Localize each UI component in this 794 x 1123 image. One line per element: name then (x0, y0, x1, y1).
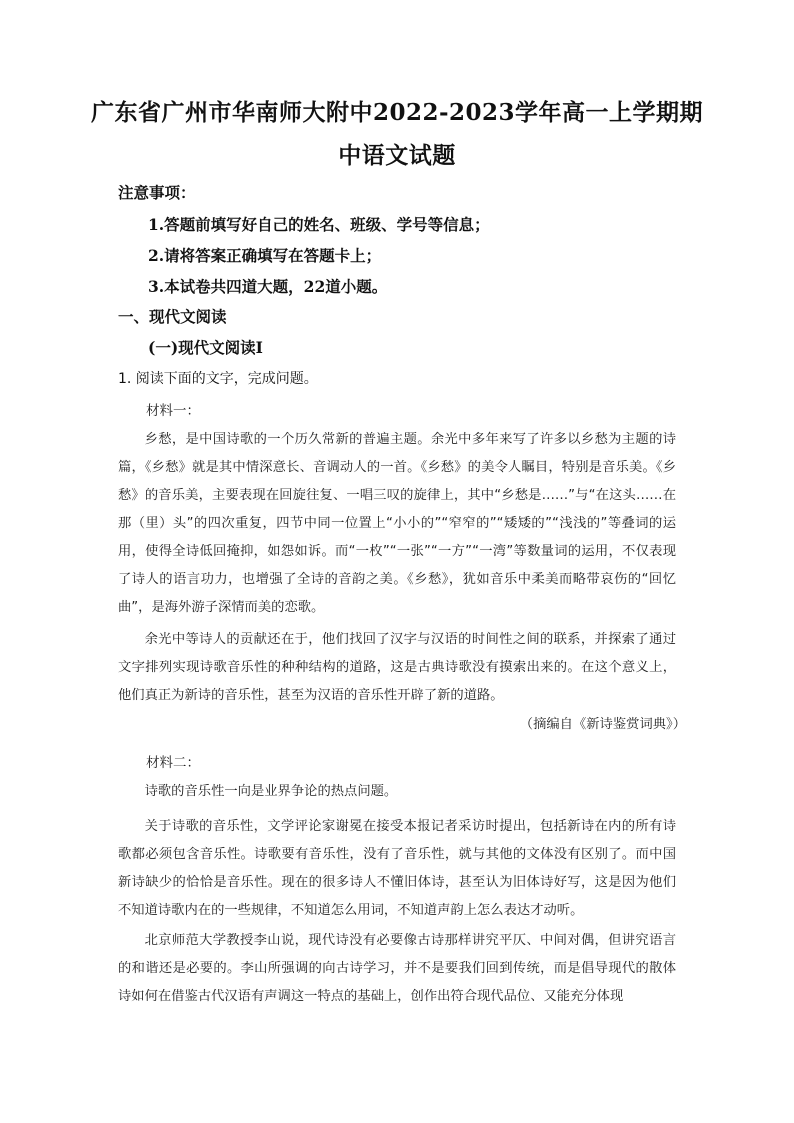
material-2-paragraph-2: 关于诗歌的音乐性，文学评论家谢冕在接受本报记者采访时提出，包括新诗在内的所有诗歌都必须包含音乐性。诗歌要有音乐性，没有了音乐性，就与其他的文体没有区别了。而中国新诗缺少的恰恰是音乐性。现在的很多诗人不懂旧体诗，甚至认为旧体诗好写，这是因为他们不知道诗歌内在的一些规律，不知道怎么用词，不知道声韵上怎么表达才动听。 (118, 819, 676, 918)
exam-title-line2: 中语文试题 (338, 142, 456, 169)
material-2-label: 材料二： (146, 755, 200, 771)
question-1-prompt: 1. 阅读下面的文字，完成问题。 (118, 371, 318, 387)
material-1-source: （摘编自《新诗鉴赏词典》） (519, 717, 686, 732)
section-heading: 一、现代文阅读 (118, 307, 227, 326)
notice-item-2: 2.请将答案正确填写在答题卡上； (148, 246, 382, 265)
material-2-paragraph-3: 北京师范大学教授李山说，现代诗没有必要像古诗那样讲究平仄、中间对偶，但讲究语言的和谐还是必要的。李山所强调的向古诗学习，并不是要我们回到传统，而是倡导现代的散体诗如何在借鉴古代汉语有声调这一特点的基础上，创作出符合现代品位、又能充分体现 (118, 933, 676, 1004)
material-1-label: 材料一： (146, 403, 200, 419)
exam-title-line1: 广东省广州市华南师大附中2022-2023学年高一上学期期 (90, 99, 704, 126)
notice-item-1: 1.答题前填写好自己的姓名、班级、学号等信息； (148, 215, 490, 234)
material-2-paragraph-1: 诗歌的音乐性一向是业界争论的热点问题。 (144, 784, 398, 799)
notice-item-3: 3.本试卷共四道大题，22道小题。 (148, 277, 388, 296)
notice-heading: 注意事项： (118, 183, 196, 202)
material-1-paragraph-1: 乡愁，是中国诗歌的一个历久常新的普遍主题。余光中多年来写了许多以乡愁为主题的诗篇，《乡愁》就是其中情深意长、音调动人的一首。《乡愁》的美令人瞩目，特别是音乐美。《乡愁》的音乐美，主要表现在回旋往复、一唱三叹的旋律上，其中“乡愁是……”与“在这头……在那（里）头”的四次重复，四节中同一位置上“小小的”“窄窄的”“矮矮的”“浅浅的”等叠词的运用，使得全诗低回掩抑，如怨如诉。而“一枚”“一张”“一方”“一湾”等数量词的运用，不仅表现了诗人的语言功力，也增强了全诗的音韵之美。《乡愁》，犹如音乐中柔美而略带哀伤的“回忆曲”，是海外游子深情而美的恋歌。 (118, 432, 676, 615)
subsection-heading: (一)现代文阅读Ⅰ (148, 338, 263, 357)
material-1-paragraph-2: 余光中等诗人的贡献还在于，他们找回了汉字与汉语的时间性之间的联系，并探索了通过文字排列实现诗歌音乐性的种种结构的道路，这是古典诗歌没有摸索出来的。在这个意义上，他们真正为新诗的音乐性，甚至为汉语的音乐性开辟了新的道路。 (118, 632, 676, 703)
